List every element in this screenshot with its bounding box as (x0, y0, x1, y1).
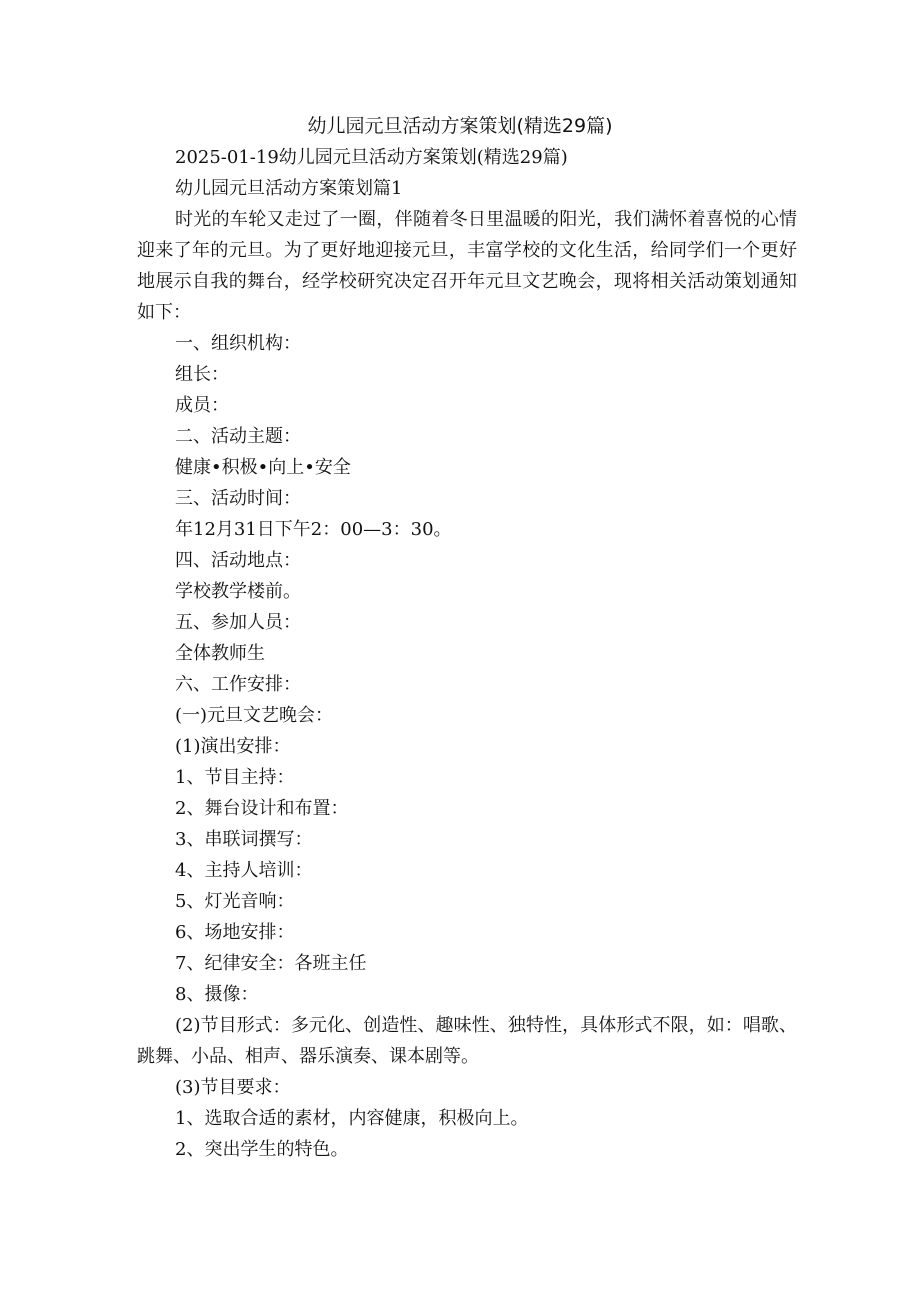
list-item: 健康•积极•向上•安全 (175, 457, 351, 478)
list-item: (1)演出安排： (175, 736, 291, 757)
list-item: 成员： (175, 395, 229, 416)
list-item: 2、突出学生的特色。 (175, 1139, 349, 1160)
list-item: 7、纪律安全：各班主任 (175, 953, 367, 974)
intro-paragraph: 时光的车轮又走过了一圈，伴随着冬日里温暖的阳光，我们满怀着喜悦的心情迎来了年的元旦。为了更好地迎接元旦，丰富学校的文化生活，给同学们一个更好地展示自我的舞台，经学校研究决定召开年元旦文艺晚会，现将相关活动策划通知如下： (137, 209, 797, 323)
list-item: 五、参加人员： (175, 612, 301, 633)
list-item: 8、摄像： (175, 984, 259, 1005)
list-item: 1、选取合适的素材，内容健康，积极向上。 (175, 1108, 529, 1129)
list-item: 学校教学楼前。 (175, 581, 301, 602)
section-heading: 幼儿园元旦活动方案策划篇1 (175, 178, 403, 199)
list-item: 6、场地安排： (175, 922, 295, 943)
list-item: (一)元旦文艺晚会： (175, 705, 334, 726)
document-title: 幼儿园元旦活动方案策划(精选29篇) (307, 115, 613, 137)
list-item: 组长： (175, 364, 229, 385)
list-item: 二、活动主题： (175, 426, 301, 447)
date-line: 2025-01-19幼儿园元旦活动方案策划(精选29篇) (175, 147, 568, 168)
list-item: 全体教师生 (175, 643, 265, 664)
list-item: 1、节目主持： (175, 767, 295, 788)
list-item: 3、串联词撰写： (175, 829, 313, 850)
list-item: 4、主持人培训： (175, 860, 313, 881)
list-item: 三、活动时间： (175, 488, 301, 509)
list-item: 六、工作安排： (175, 674, 301, 695)
form-paragraph: (2)节目形式：多元化、创造性、趣味性、独特性，具体形式不限，如：唱歌、跳舞、小品、相声、器乐演奏、课本剧等。 (137, 1015, 797, 1067)
document-body (137, 142, 797, 1165)
list-item: 2、舞台设计和布置： (175, 798, 349, 819)
list-item: 四、活动地点： (175, 550, 301, 571)
list-item: 5、灯光音响： (175, 891, 295, 912)
list-item: (3)节目要求： (175, 1077, 291, 1098)
list-item: 一、组织机构： (175, 333, 301, 354)
list-item: 年12月31日下午2：00—3：30。 (175, 519, 452, 540)
